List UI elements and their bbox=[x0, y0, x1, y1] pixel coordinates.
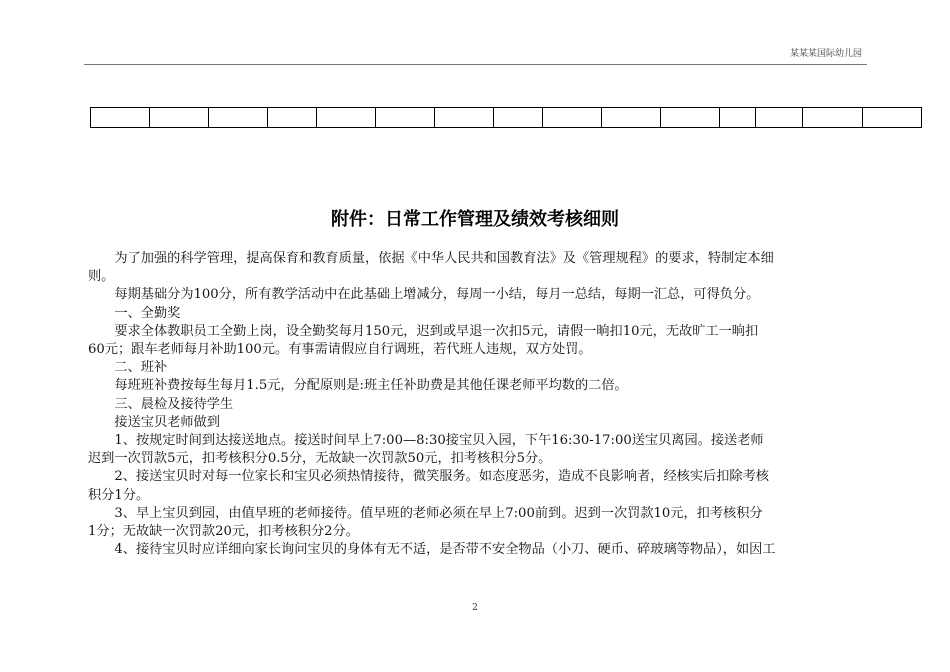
table-cell bbox=[91, 108, 150, 128]
table-cell bbox=[661, 108, 720, 128]
document-body bbox=[88, 250, 872, 559]
page-number: 2 bbox=[472, 603, 478, 613]
table-cell bbox=[150, 108, 209, 128]
paragraph-line: 接送宝贝老师做到 bbox=[114, 414, 220, 430]
table-cell bbox=[376, 108, 435, 128]
header-divider bbox=[84, 64, 867, 65]
paragraph-line: 4、接待宝贝时应详细向家长询问宝贝的身体有无不适，是否带不安全物品（小刀、硬币、碎玻璃等物品），如因工 bbox=[114, 542, 776, 558]
table-cell bbox=[543, 108, 602, 128]
table-cell bbox=[602, 108, 661, 128]
section-heading: 三、晨检及接待学生 bbox=[114, 396, 234, 412]
table-cell bbox=[803, 108, 863, 128]
table-cell bbox=[435, 108, 494, 128]
table-cell bbox=[268, 108, 317, 128]
paragraph-line: 60元；跟车老师每月补助100元。有事需请假应自行调班，若代班人违规，双方处罚。 bbox=[88, 342, 592, 358]
section-heading: 一、全勤奖 bbox=[114, 305, 181, 321]
blank-table bbox=[90, 107, 922, 128]
paragraph-line: 每期基础分为100分，所有教学活动中在此基础上增减分，每周一小结，每月一总结，每期一汇总，可得负分。 bbox=[114, 287, 760, 303]
paragraph-line: 1、按规定时间到达接送地点。接送时间早上7:00—8:30接宝贝入园，下午16:30-17:00送宝贝离园。接送老师 bbox=[114, 433, 764, 449]
document-title: 附件：日常工作管理及绩效考核细则 bbox=[331, 209, 619, 230]
paragraph-line: 则。 bbox=[88, 269, 115, 285]
paragraph-line: 为了加强的科学管理，提高保育和教育质量，依据《中华人民共和国教育法》及《管理规程》的要求，特制定本细 bbox=[114, 251, 774, 266]
paragraph-line: 要求全体教职员工全勤上岗，设全勤奖每月150元，迟到或早退一次扣5元，请假一晌扣10元，无故旷工一晌扣 bbox=[114, 323, 759, 339]
paragraph-line: 积分1分。 bbox=[88, 487, 150, 503]
table-cell bbox=[756, 108, 803, 128]
table-cell bbox=[494, 108, 543, 128]
paragraph-line: 每班班补费按每生每月1.5元，分配原则是:班主任补助费是其他任课老师平均数的二倍。 bbox=[114, 378, 628, 394]
paragraph-line: 3、早上宝贝到园，由值早班的老师接待。值早班的老师必须在早上7:00前到。迟到一次罚款10元，扣考核积分 bbox=[114, 505, 763, 521]
paragraph-line: 2、接送宝贝时对每一位家长和宝贝必须热情接待，微笑服务。如态度恶劣，造成不良影响者，经核实后扣除考核 bbox=[114, 469, 769, 485]
header-org-name: 某某某国际幼儿园 bbox=[789, 49, 862, 59]
table-cell bbox=[317, 108, 376, 128]
table-cell bbox=[720, 108, 756, 128]
paragraph-line: 迟到一次罚款5元，扣考核积分0.5分，无故缺一次罚款50元，扣考核积分5分。 bbox=[88, 451, 552, 467]
table-cell bbox=[209, 108, 268, 128]
paragraph-line: 1分；无故缺一次罚款20元，扣考核积分2分。 bbox=[88, 524, 359, 540]
blank-table-row bbox=[91, 108, 922, 128]
section-heading: 二、班补 bbox=[114, 360, 168, 376]
table-cell bbox=[863, 108, 922, 128]
